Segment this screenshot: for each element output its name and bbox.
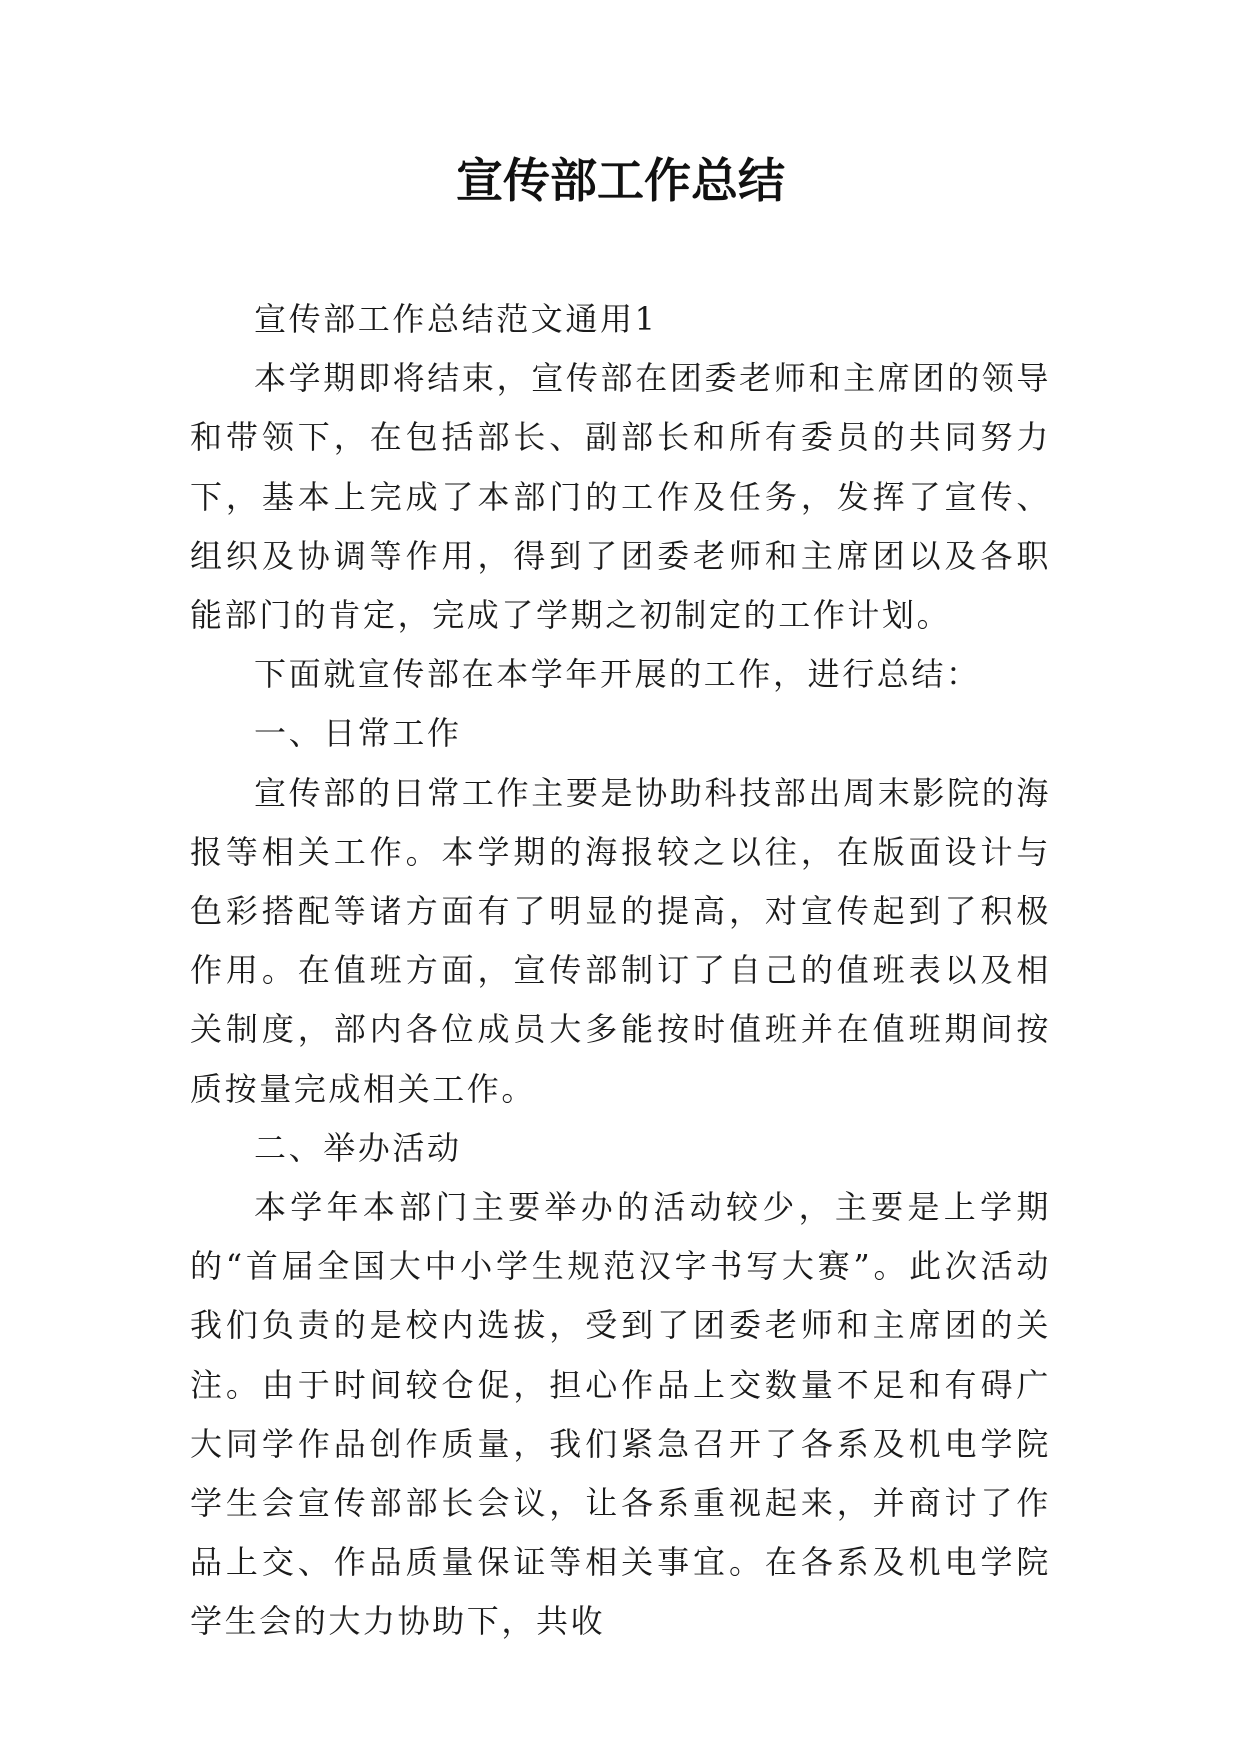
- document-body: [190, 290, 1051, 1652]
- section-heading-daily-work: 一、日常工作: [254, 714, 462, 753]
- document-title: 宣传部工作总结: [456, 154, 785, 209]
- section-heading-fanwen: 宣传部工作总结范文通用1: [254, 300, 658, 338]
- paragraph-summary-lead: 下面就宣传部在本学年开展的工作，进行总结：: [254, 655, 981, 694]
- paragraph-activities: 本学年本部门主要举办的活动较少，主要是上学期的“首届全国大中小学生规范汉字书写大赛”。此次活动我们负责的是校内选拔，受到了团委老师和主席团的关注。由于时间较仓促，担心作品上交数量不足和有碍广大同学作品创作质量，我们紧急召开了各系及机电学院学生会宣传部部长会议，让各系重视起来，并商讨了作品上交、作品质量保证等相关事宜。在各系及机电学院学生会的大力协助下，共收: [190, 1188, 1051, 1641]
- section-heading-activities: 二、举办活动: [254, 1128, 462, 1167]
- paragraph-intro: 本学期即将结束，宣传部在团委老师和主席团的领导和带领下，在包括部长、副部长和所有委员的共同努力下，基本上完成了本部门的工作及任务，发挥了宣传、组织及协调等作用，得到了团委老师和主席团以及各职能部门的肯定，完成了学期之初制定的工作计划。: [190, 359, 1051, 635]
- paragraph-daily-work: 宣传部的日常工作主要是协助科技部出周末影院的海报等相关工作。本学期的海报较之以往，在版面设计与色彩搭配等诸方面有了明显的提高，对宣传起到了积极作用。在值班方面，宣传部制订了自己的值班表以及相关制度，部内各位成员大多能按时值班并在值班期间按质按量完成相关工作。: [190, 773, 1051, 1108]
